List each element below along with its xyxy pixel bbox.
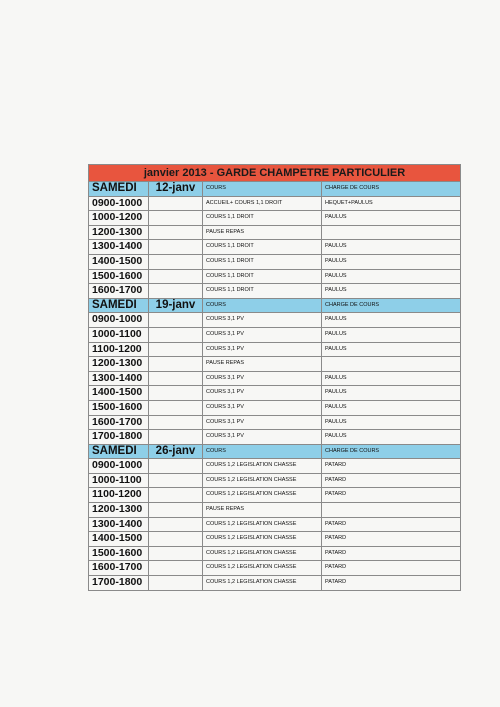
table-row (89, 357, 461, 372)
empty-cell (149, 576, 203, 591)
empty-cell (149, 196, 203, 211)
day-label: SAMEDI (89, 182, 149, 197)
empty-cell (149, 225, 203, 240)
table-row (89, 313, 461, 328)
teacher-cell: PAULUS (322, 313, 461, 328)
teacher-cell: PAULUS (322, 211, 461, 226)
teacher-cell: PAULUS (322, 240, 461, 255)
time-slot: 1400-1500 (89, 532, 149, 547)
teacher-cell: PAULUS (322, 386, 461, 401)
course-cell: COURS 1,2 LEGISLATION CHASSE (203, 532, 322, 547)
title-row (89, 165, 461, 182)
empty-cell (149, 532, 203, 547)
date-label: 19-janv (149, 298, 203, 313)
day-header-row (89, 444, 461, 459)
table-row (89, 254, 461, 269)
teacher-cell: PAULUS (322, 430, 461, 445)
page-title: janvier 2013 - GARDE CHAMPETRE PARTICULIER (89, 165, 461, 182)
table-row (89, 400, 461, 415)
course-cell: COURS 1,1 DROIT (203, 284, 322, 299)
course-cell: COURS 1,2 LEGISLATION CHASSE (203, 459, 322, 474)
empty-cell (149, 488, 203, 503)
empty-cell (149, 415, 203, 430)
course-cell: COURS 3,1 PV (203, 415, 322, 430)
empty-cell (149, 561, 203, 576)
course-cell: COURS 1,1 DROIT (203, 269, 322, 284)
teacher-cell: PAULUS (322, 371, 461, 386)
course-cell: COURS 3,1 PV (203, 386, 322, 401)
empty-cell (149, 342, 203, 357)
column-header-teacher: CHARGE DE COURS (322, 182, 461, 197)
teacher-cell: PAULUS (322, 342, 461, 357)
empty-cell (149, 517, 203, 532)
time-slot: 1000-1100 (89, 327, 149, 342)
empty-cell (149, 371, 203, 386)
time-slot: 1200-1300 (89, 357, 149, 372)
empty-cell (149, 269, 203, 284)
table-row (89, 503, 461, 518)
empty-cell (149, 327, 203, 342)
schedule-body (89, 165, 461, 591)
teacher-cell: PATARD (322, 459, 461, 474)
time-slot: 1700-1800 (89, 430, 149, 445)
empty-cell (149, 240, 203, 255)
time-slot: 0900-1000 (89, 313, 149, 328)
table-row (89, 225, 461, 240)
teacher-cell: PATARD (322, 488, 461, 503)
time-slot: 1100-1200 (89, 342, 149, 357)
empty-cell (149, 473, 203, 488)
empty-cell (149, 546, 203, 561)
course-cell: COURS 3,1 PV (203, 400, 322, 415)
course-cell: COURS 1,2 LEGISLATION CHASSE (203, 561, 322, 576)
time-slot: 1200-1300 (89, 225, 149, 240)
teacher-cell: PAULUS (322, 415, 461, 430)
time-slot: 1400-1500 (89, 254, 149, 269)
table-row (89, 211, 461, 226)
time-slot: 1100-1200 (89, 488, 149, 503)
course-cell: COURS 3,1 PV (203, 313, 322, 328)
teacher-cell: PAULUS (322, 254, 461, 269)
course-cell: COURS 3,1 PV (203, 430, 322, 445)
course-cell: COURS 1,2 LEGISLATION CHASSE (203, 473, 322, 488)
teacher-cell (322, 503, 461, 518)
course-cell: COURS 3,1 PV (203, 327, 322, 342)
empty-cell (149, 459, 203, 474)
time-slot: 1300-1400 (89, 371, 149, 386)
empty-cell (149, 211, 203, 226)
course-cell: PAUSE REPAS (203, 503, 322, 518)
column-header-teacher: CHARGE DE COURS (322, 298, 461, 313)
course-cell: PAUSE REPAS (203, 357, 322, 372)
time-slot: 1200-1300 (89, 503, 149, 518)
day-header-row (89, 298, 461, 313)
time-slot: 0900-1000 (89, 196, 149, 211)
empty-cell (149, 503, 203, 518)
schedule-table (88, 164, 461, 591)
table-row (89, 196, 461, 211)
table-row (89, 415, 461, 430)
course-cell: COURS 1,1 DROIT (203, 254, 322, 269)
course-cell: PAUSE REPAS (203, 225, 322, 240)
empty-cell (149, 357, 203, 372)
empty-cell (149, 400, 203, 415)
course-cell: COURS 1,1 DROIT (203, 240, 322, 255)
day-label: SAMEDI (89, 298, 149, 313)
teacher-cell: PATARD (322, 576, 461, 591)
table-row (89, 517, 461, 532)
teacher-cell: PATARD (322, 517, 461, 532)
teacher-cell: PAULUS (322, 284, 461, 299)
time-slot: 1500-1600 (89, 400, 149, 415)
course-cell: COURS 1,2 LEGISLATION CHASSE (203, 488, 322, 503)
teacher-cell: PAULUS (322, 327, 461, 342)
time-slot: 1500-1600 (89, 546, 149, 561)
column-header-course: COURS (203, 298, 322, 313)
table-row (89, 342, 461, 357)
teacher-cell: PATARD (322, 546, 461, 561)
time-slot: 1500-1600 (89, 269, 149, 284)
time-slot: 1300-1400 (89, 240, 149, 255)
column-header-course: COURS (203, 182, 322, 197)
column-header-teacher: CHARGE DE COURS (322, 444, 461, 459)
course-cell: ACCUEIL+ COURS 1,1 DROIT (203, 196, 322, 211)
time-slot: 1600-1700 (89, 284, 149, 299)
teacher-cell: PATARD (322, 532, 461, 547)
table-row (89, 386, 461, 401)
time-slot: 1000-1100 (89, 473, 149, 488)
teacher-cell: PATARD (322, 561, 461, 576)
teacher-cell: PAULUS (322, 269, 461, 284)
table-row (89, 561, 461, 576)
table-row (89, 532, 461, 547)
table-row (89, 327, 461, 342)
teacher-cell: PATARD (322, 473, 461, 488)
teacher-cell: PAULUS (322, 400, 461, 415)
table-row (89, 430, 461, 445)
time-slot: 1400-1500 (89, 386, 149, 401)
date-label: 12-janv (149, 182, 203, 197)
column-header-course: COURS (203, 444, 322, 459)
day-label: SAMEDI (89, 444, 149, 459)
empty-cell (149, 386, 203, 401)
course-cell: COURS 1,1 DROIT (203, 211, 322, 226)
teacher-cell (322, 357, 461, 372)
date-label: 26-janv (149, 444, 203, 459)
empty-cell (149, 313, 203, 328)
time-slot: 1700-1800 (89, 576, 149, 591)
time-slot: 1300-1400 (89, 517, 149, 532)
time-slot: 1600-1700 (89, 415, 149, 430)
table-row (89, 459, 461, 474)
table-row (89, 371, 461, 386)
course-cell: COURS 3,1 PV (203, 371, 322, 386)
table-row (89, 240, 461, 255)
course-cell: COURS 1,2 LEGISLATION CHASSE (203, 576, 322, 591)
table-row (89, 546, 461, 561)
course-cell: COURS 3,1 PV (203, 342, 322, 357)
time-slot: 1000-1200 (89, 211, 149, 226)
course-cell: COURS 1,2 LEGISLATION CHASSE (203, 517, 322, 532)
table-row (89, 488, 461, 503)
table-row (89, 284, 461, 299)
table-row (89, 576, 461, 591)
course-cell: COURS 1,2 LEGISLATION CHASSE (203, 546, 322, 561)
table-row (89, 473, 461, 488)
time-slot: 1600-1700 (89, 561, 149, 576)
time-slot: 0900-1000 (89, 459, 149, 474)
empty-cell (149, 254, 203, 269)
teacher-cell (322, 225, 461, 240)
table-row (89, 269, 461, 284)
teacher-cell: HEQUET+PAULUS (322, 196, 461, 211)
empty-cell (149, 430, 203, 445)
day-header-row (89, 182, 461, 197)
empty-cell (149, 284, 203, 299)
